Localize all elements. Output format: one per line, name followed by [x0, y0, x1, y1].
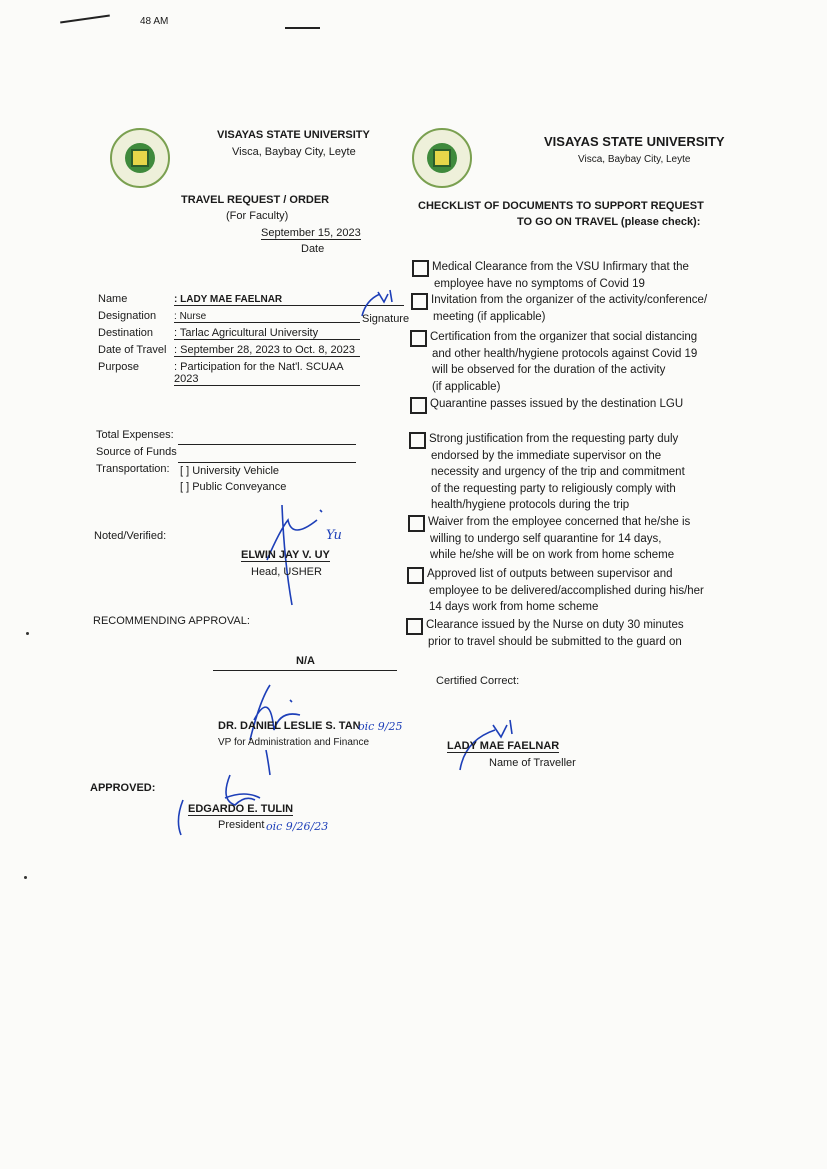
noted-label: Noted/Verified:	[94, 530, 167, 542]
traveller-label: Name of Traveller	[489, 757, 576, 769]
checklist-item-text: of the requesting party to religiously comply with	[431, 482, 676, 495]
president-title: President	[218, 819, 265, 831]
scan-dot	[26, 632, 29, 635]
field-label-name: Name	[98, 293, 128, 305]
field-value-designation: : Nurse	[174, 311, 360, 323]
noted-name: ELWIN JAY V. UY	[241, 549, 330, 561]
checklist-checkbox[interactable]	[409, 432, 426, 449]
scan-mark	[60, 15, 110, 24]
source-of-funds-line	[178, 462, 356, 463]
checklist-item-text: prior to travel should be submitted to the guard on	[428, 635, 682, 648]
traveller-name: LADY MAE FAELNAR	[447, 740, 560, 752]
scan-mark	[285, 27, 320, 29]
right-university-name: VISAYAS STATE UNIVERSITY	[544, 134, 725, 149]
checklist-item-text: Quarantine passes issued by the destination LGU	[430, 398, 684, 410]
left-university-name: VISAYAS STATE UNIVERSITY	[217, 129, 370, 141]
total-expenses-line	[178, 444, 356, 445]
checklist-checkbox[interactable]	[406, 618, 423, 635]
scan-dot	[24, 876, 27, 879]
president-name: EDGARDO E. TULIN	[188, 803, 294, 815]
checklist-item-text: Clearance issued by the Nurse on duty 30 minutes	[426, 619, 684, 631]
approved-label: APPROVED:	[90, 782, 156, 794]
vp-handwritten-date: oic 9/25	[358, 720, 403, 733]
source-of-funds-label: Source of Funds	[96, 446, 177, 458]
checklist-item-text: health/hygiene protocols during the trip	[431, 499, 630, 511]
checklist-title-line1: CHECKLIST OF DOCUMENTS TO SUPPORT REQUEST	[418, 200, 704, 212]
checklist-item-text: will be observed for the duration of the activity	[432, 364, 666, 376]
vp-name: DR. DANIEL LESLIE S. TAN	[218, 720, 361, 732]
checklist-item-text: 14 days work from home scheme	[429, 601, 599, 613]
field-value-name: : LADY MAE FAELNAR	[174, 294, 404, 306]
transport-option-university-vehicle[interactable]: [ ] University Vehicle	[180, 465, 280, 477]
recommending-label: RECOMMENDING APPROVAL:	[93, 615, 250, 627]
checklist-item-text: employee have no symptoms of Covid 19	[434, 277, 645, 290]
checklist-checkbox[interactable]	[410, 330, 427, 347]
total-expenses-label: Total Expenses:	[96, 429, 174, 441]
checklist-item-text: endorsed by the immediate supervisor on the	[431, 449, 662, 462]
form-subtitle: (For Faculty)	[226, 210, 289, 222]
field-label-designation: Designation	[98, 310, 157, 322]
checklist-item-text: Waiver from the employee concerned that he/she is	[428, 516, 691, 528]
field-value-date-of-travel: : September 28, 2023 to Oct. 8, 2023	[174, 344, 360, 357]
noted-title: Head, USHER	[251, 566, 322, 578]
left-university-address: Visca, Baybay City, Leyte	[232, 146, 356, 158]
checklist-item-text: Approved list of outputs between supervisor and	[427, 568, 673, 580]
checklist-item-text: necessity and urgency of the trip and commitment	[431, 466, 685, 478]
checklist-checkbox[interactable]	[412, 260, 429, 277]
president-handwritten-date: oic 9/26/23	[266, 820, 329, 833]
checklist-item-text: Certification from the organizer that social distancing	[430, 331, 698, 343]
field-value-purpose: : Participation for the Nat'l. SCUAA 2023	[174, 361, 360, 386]
checklist-item-text: employee to be delivered/accomplished during his/her	[429, 584, 704, 597]
checklist-title-line2: TO GO ON TRAVEL (please check):	[517, 216, 701, 228]
vp-title: VP for Administration and Finance	[218, 737, 370, 748]
checklist-checkbox[interactable]	[411, 293, 428, 310]
field-label-purpose: Purpose	[98, 361, 139, 373]
university-seal-right	[412, 128, 472, 188]
checklist-item-text: Strong justification from the requesting party duly	[429, 433, 679, 445]
transport-option-public-conveyance[interactable]: [ ] Public Conveyance	[180, 481, 287, 493]
checklist-checkbox[interactable]	[407, 567, 424, 584]
field-value-destination: : Tarlac Agricultural University	[174, 327, 360, 340]
top-fragment: 48 AM	[140, 16, 169, 27]
checklist-item-text: Medical Clearance from the VSU Infirmary that the	[432, 261, 689, 273]
checklist-item-text: and other health/hygiene protocols against Covid 19	[432, 347, 698, 360]
checklist-item-text: Invitation from the organizer of the activity/conference/	[431, 294, 708, 306]
certified-label: Certified Correct:	[436, 675, 520, 687]
signature-label: Signature	[362, 313, 410, 325]
traveller-signature-top	[360, 288, 400, 318]
checklist-item-text: meeting (if applicable)	[433, 310, 546, 323]
checklist-item-text: (if applicable)	[432, 380, 501, 393]
noted-handwritten-initial: Yu	[326, 528, 342, 543]
checklist-checkbox[interactable]	[408, 515, 425, 532]
checklist-checkbox[interactable]	[410, 397, 427, 414]
field-label-destination: Destination	[98, 327, 154, 339]
field-label-date-of-travel: Date of Travel	[98, 344, 167, 356]
form-title: TRAVEL REQUEST / ORDER	[181, 194, 330, 206]
request-date: September 15, 2023	[261, 227, 361, 239]
right-university-address: Visca, Baybay City, Leyte	[578, 154, 691, 165]
university-seal-left	[110, 128, 170, 188]
checklist-item-text: while he/she will be on work from home scheme	[430, 549, 675, 561]
checklist-item-text: willing to undergo self quarantine for 14 days,	[430, 532, 662, 545]
transportation-label: Transportation:	[96, 463, 170, 475]
recommending-line	[213, 670, 397, 671]
date-label: Date	[301, 243, 325, 255]
recommending-value: N/A	[296, 655, 315, 667]
